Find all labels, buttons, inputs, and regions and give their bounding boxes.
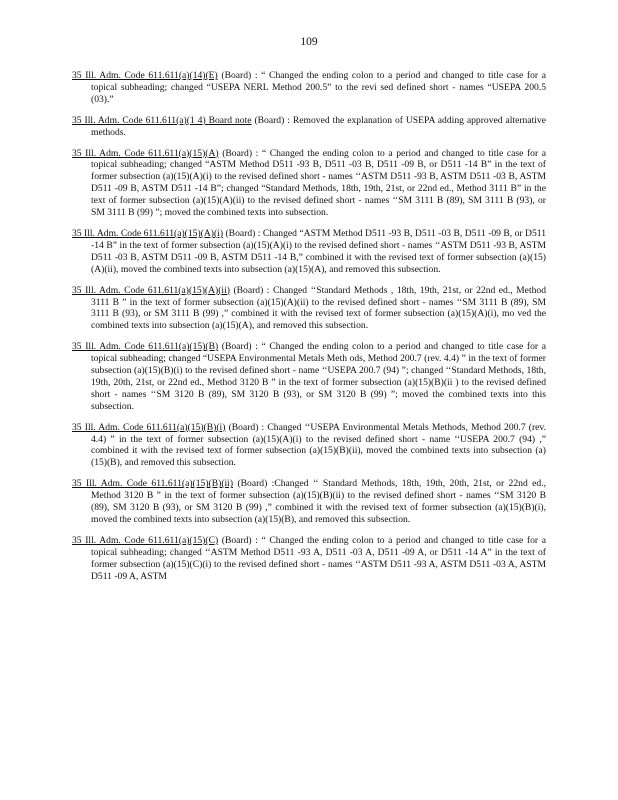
entry-text: (Board) : Changed “ASTM Method D511 -93 B, D511 -03 B, D511 -09 B, or D511 -14 B” in the text of former subsection (a)(15)(A)(i) to the revised defined short - names ‘‘ASTM D511 -93 B, ASTM D511 -03 B, ASTM D511 -09 B, ASTM D511 -14 B,” combined it with the revised text of former subsection (a)(15)(A)(ii), moved the combined texts into subsection (a)(15)(A), and removed this subsection. (91, 227, 546, 275)
citation: 35 Ill. Adm. Code 611.611(a)(15)(C) (72, 534, 219, 546)
citation: 35 Ill. Adm. Code 611.611(a)(14)(E) (72, 70, 218, 81)
entry-text: (Board) : Changed ‘‘USEPA Environmental Metals Methods, Method 200.7 (rev. 4.4) ” in the text of former subsection (a)(15)(A)(i) to the revised defined short - name ‘‘USEPA 200.7 (94) ,” combined it with the revised text of former subsection (a)(15)(B)(ii), moved the combined texts into subsection (a)(15)(B), and removed this subsection. (91, 421, 546, 469)
list-item (72, 228, 546, 276)
citation: 35 Ill. Adm. Code 611.611(a)(15)(A) (72, 147, 219, 159)
entry-text: (Board) : “ Changed the ending colon to a period and changed to title case for a topical subheading; changed “ASTM Method D511 -93 B, D511 -03 B, D511 -09 B, or D511 -14 B” in the text of former subsection (a)(15)(A)(i) to the revised defined short - names ‘‘ASTM D511 -93 B, ASTM D511 -03 B, ASTM D511 -09 B, ASTM D511 -14 B”; changed “Standard Methods, 18th, 19th, 21st, or 22nd ed., Method 3111 B” in the text of former subsection (a)(15)(A)(ii) to the revised defined short - names ‘‘SM 3111 B (89), SM 3111 B (93), or SM 3111 B (99) ”; moved the combined texts into subsection. (91, 147, 546, 219)
citation: 35 Ill. Adm. Code 611.611(a)(15)(B)(ii) (72, 478, 234, 490)
entries-list (72, 70, 546, 592)
citation: 35 Ill. Adm. Code 611.611(a)(15)(A)(i) (72, 227, 224, 239)
citation: 35 Ill. Adm. Code 611.611(a)(15)(B) (72, 341, 219, 353)
list-item (72, 478, 546, 526)
entry-text: (Board) : “ Changed the ending colon to a period and changed to title case for a topical subheading; changed “USEPA NERL Method 200.5” to the revi sed defined short - names “USEPA 200.5 (03).” (91, 70, 546, 105)
list-item (72, 115, 546, 139)
citation: 35 Ill. Adm. Code 611.611(a)(1 4) Board note (72, 114, 252, 126)
list-item (72, 148, 546, 219)
list-item (72, 285, 546, 333)
citation: 35 Ill. Adm. Code 611.611(a)(15)(A)(ii) (72, 284, 230, 296)
citation: 35 Ill. Adm. Code 611.611(a)(15)(B)(i) (72, 421, 226, 433)
entry-text: (Board) : Removed the explanation of USEPA adding approved alternative methods. (91, 114, 546, 138)
list-item (72, 341, 546, 412)
entry-text: (Board) :Changed ‘‘ Standard Methods, 18th, 19th, 20th, 21st, or 22nd ed., Method 3120 B ” in the text of former subsection (a)(15)(B)(ii) to the revised defined short - names ‘‘SM 3120 B (89), SM 3120 B (93), or SM 3120 B (99) ,” combined it with the revised text of former subsection (a)(15)(B)(i), moved the combined texts into subsection (a)(15)(B), and removed this subsection. (91, 478, 546, 525)
list-item (72, 70, 546, 106)
entry-text: (Board) : “ Changed the ending colon to a period and changed to title case for a topical subheading; changed ‘‘ASTM Method D511 -93 A, D511 -03 A, D511 -09 A, or D511 -14 A” in the text of former subsection (a)(15)(C)(i) to the revised defined short - names ‘‘ASTM D511 -93 A, ASTM D511 -03 A, ASTM D511 -09 A, ASTM (91, 534, 546, 582)
entry-text: (Board) : Changed ‘‘Standard Methods , 18th, 19th, 21st, or 22nd ed., Method 3111 B ” in the text of former subsection (a)(15)(A)(ii) to the revised defined short - names ‘‘SM 3111 B (89), SM 3111 B (93), or SM 3111 B (99) ,” combined it with the revised text of former subsection (a)(15)(A)(i), mo ved the combined texts into subsection (a)(15)(A), and removed this subsection. (91, 284, 546, 332)
list-item (72, 422, 546, 470)
page-number: 109 (300, 36, 318, 48)
entry-text: (Board) : “ Changed the ending colon to a period and changed to title case for a topical subheading; changed “USEPA Environmental Metals Meth ods, Method 200.7 (rev. 4.4) ” in the text of former subsection (a)(15)(B)(i) to the revised defined short - name ‘‘USEPA 200.7 (94) ”; changed ‘‘Standard Methods, 18th, 19th, 20th, 21st, or 22nd ed., Method 3120 B ” in the text of former subsection (a)(15)(B)(ii ) to the revised defined short - names ‘‘SM 3120 B (89), SM 3120 B (93), or SM 3120 B (99) ”; moved the combined texts into this subsection. (91, 341, 546, 412)
list-item (72, 535, 546, 583)
